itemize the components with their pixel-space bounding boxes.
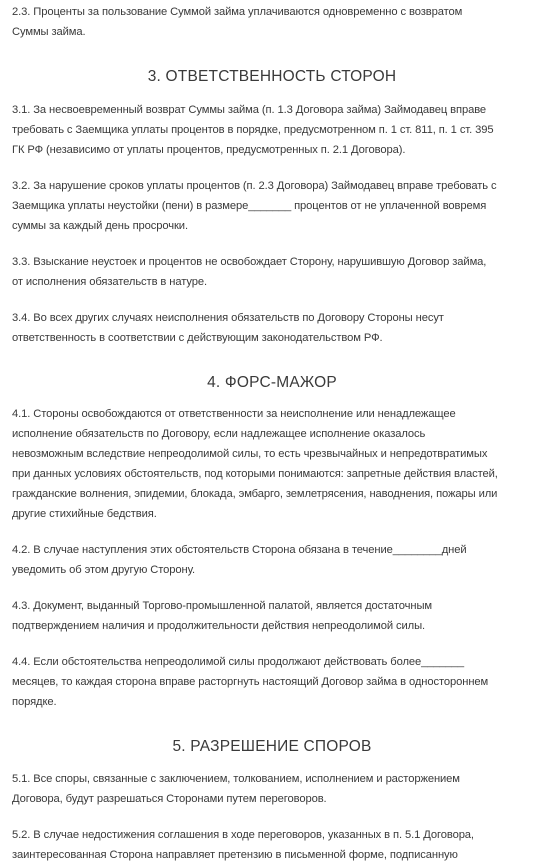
clause-5-2: 5.2. В случае недостижения соглашения в ходе переговоров, указанных в п. 5.1 Договора, заинтересованная Сторона направляет претензию в письменной форме, подписанную (12, 829, 474, 861)
section-3-heading: 3. ОТВЕТСТВЕННОСТЬ СТОРОН (147, 68, 397, 85)
clause-4-2: 4.2. В случае наступления этих обстоятельств Сторона обязана в течение________дней уведомить об этом другую Сторону. (12, 544, 467, 576)
clause-4-1: 4.1. Стороны освобождаются от ответственности за неисполнение или ненадлежащее исполнение обязательств по Договору, если надлежащее исполнение оказалось невозможным вследствие непреодолимой силы, то есть чрезвычайных и непредотвратимых при данных условиях обстоятельств, под которыми понимаются: запретные действия властей, гражданские волнения, эпидемии, блокада, эмбарго, землетрясения, наводнения, пожары или другие стихийные бедствия. (12, 408, 498, 520)
clause-3-1: 3.1. За несвоевременный возврат Суммы займа (п. 1.3 Договора займа) Займодавец вправе требовать с Заемщика уплаты процентов в порядке, предусмотренном п. 1 ст. 811, п. 1 ст. 395 ГК РФ (независимо от уплаты процентов, предусмотренных п. 2.1 Договора). (12, 104, 494, 156)
clause-3-4: 3.4. Во всех других случаях неисполнения обязательств по Договору Стороны несут ответственность в соответствии с действующим законодательством РФ. (12, 312, 444, 344)
section-4-heading: 4. ФОРС-МАЖОР (207, 374, 337, 391)
clause-2-3: 2.3. Проценты за пользование Суммой займа уплачиваются одновременно с возвратом Суммы займа. (12, 6, 463, 38)
clause-4-3: 4.3. Документ, выданный Торгово-промышленной палатой, является достаточным подтверждением наличия и продолжительности действия непреодолимой силы. (12, 600, 433, 632)
clause-4-4: 4.4. Если обстоятельства непреодолимой силы продолжают действовать более_______ месяцев, то каждая сторона вправе расторгнуть настоящий Договор займа в одностороннем порядке. (12, 656, 489, 708)
clause-5-1: 5.1. Все споры, связанные с заключением, толкованием, исполнением и расторжением Договора, будут разрешаться Сторонами путем переговоров. (12, 773, 460, 805)
clause-3-2: 3.2. За нарушение сроков уплаты процентов (п. 2.3 Договора) Займодавец вправе требовать с Заемщика уплаты неустойки (пени) в размере_______ процентов от не уплаченной вовремя суммы за каждый день просрочки. (12, 180, 497, 232)
section-5-heading: 5. РАЗРЕШЕНИЕ СПОРОВ (172, 738, 372, 755)
clause-3-3: 3.3. Взыскание неустоек и процентов не освобождает Сторону, нарушившую Договор займа, от исполнения обязательств в натуре. (12, 256, 487, 288)
